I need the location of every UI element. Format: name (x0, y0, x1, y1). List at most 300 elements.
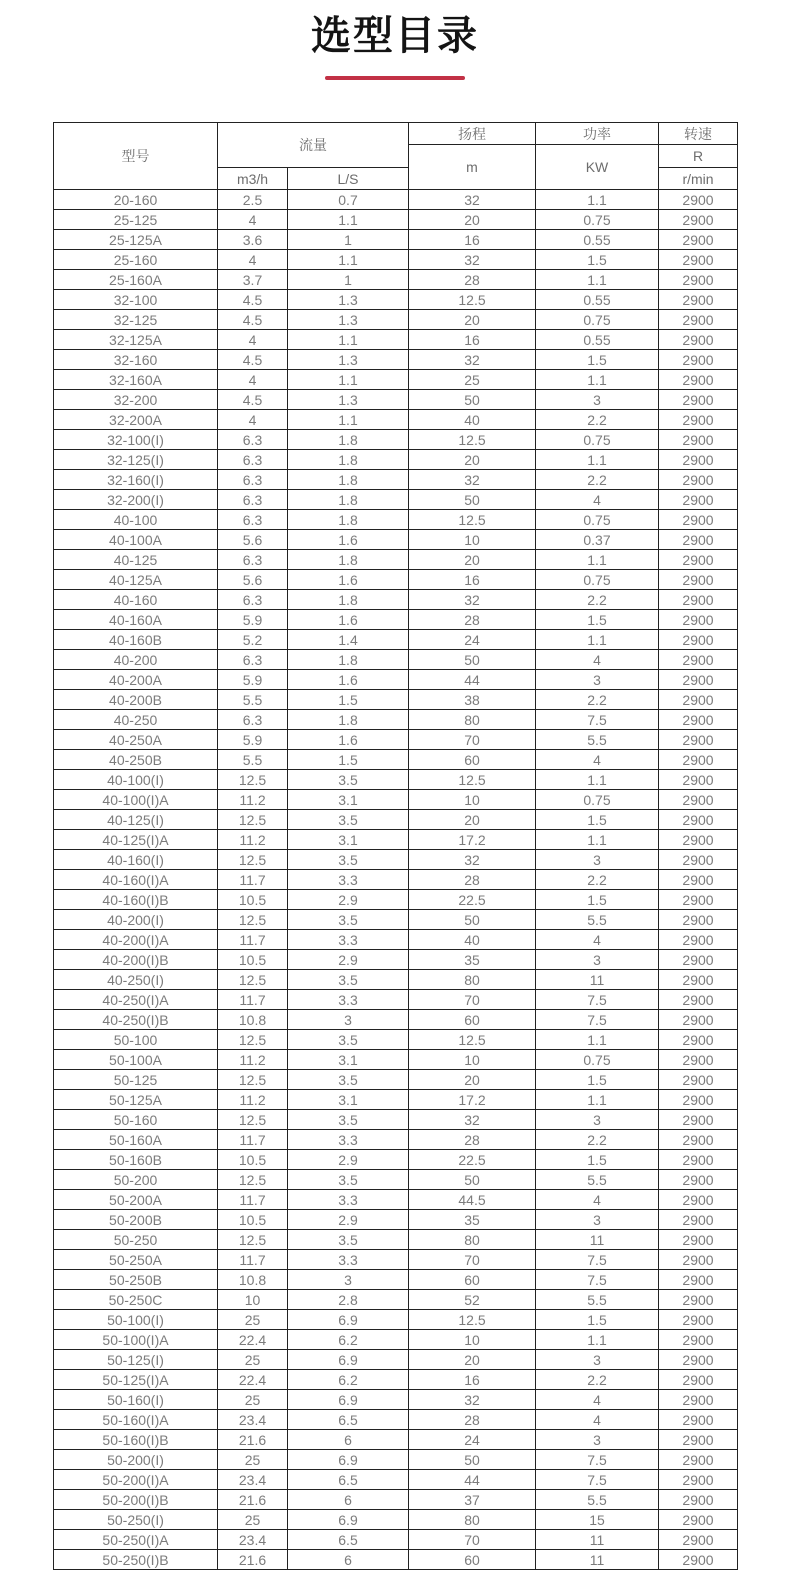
cell-flow-m3h: 5.5 (218, 690, 288, 710)
cell-flow-ls: 0.7 (288, 190, 409, 210)
cell-head-m: 50 (409, 490, 536, 510)
cell-power-kw: 1.5 (536, 1070, 659, 1090)
cell-flow-m3h: 4 (218, 250, 288, 270)
cell-head-m: 25 (409, 370, 536, 390)
cell-power-kw: 11 (536, 1230, 659, 1250)
cell-flow-m3h: 23.4 (218, 1530, 288, 1550)
cell-model: 40-160(I)A (54, 870, 218, 890)
cell-flow-ls: 3.5 (288, 1030, 409, 1050)
cell-power-kw: 1.1 (536, 630, 659, 650)
cell-power-kw: 0.37 (536, 530, 659, 550)
cell-head-m: 24 (409, 630, 536, 650)
table-row (54, 1370, 738, 1390)
cell-flow-m3h: 12.5 (218, 1070, 288, 1090)
cell-model: 50-125 (54, 1070, 218, 1090)
cell-model: 40-125(I)A (54, 830, 218, 850)
cell-power-kw: 7.5 (536, 710, 659, 730)
cell-flow-ls: 6.9 (288, 1350, 409, 1370)
cell-flow-ls: 6.9 (288, 1390, 409, 1410)
table-row (54, 950, 738, 970)
cell-flow-ls: 1.8 (288, 590, 409, 610)
cell-power-kw: 1.1 (536, 1090, 659, 1110)
cell-head-m: 70 (409, 990, 536, 1010)
cell-flow-m3h: 5.2 (218, 630, 288, 650)
header-power-unit: KW (536, 145, 659, 190)
header-flow: 流量 (218, 123, 409, 168)
cell-model: 40-100 (54, 510, 218, 530)
table-row (54, 270, 738, 290)
cell-flow-ls: 1.8 (288, 650, 409, 670)
cell-speed-rmin: 2900 (659, 1050, 738, 1070)
cell-model: 40-100(I)A (54, 790, 218, 810)
cell-speed-rmin: 2900 (659, 410, 738, 430)
cell-flow-ls: 1.6 (288, 730, 409, 750)
header-flow-unit-m3h: m3/h (218, 168, 288, 190)
cell-flow-ls: 3.5 (288, 970, 409, 990)
table-row (54, 1270, 738, 1290)
cell-head-m: 60 (409, 1010, 536, 1030)
cell-power-kw: 3 (536, 1430, 659, 1450)
cell-speed-rmin: 2900 (659, 510, 738, 530)
table-row (54, 790, 738, 810)
cell-flow-m3h: 21.6 (218, 1490, 288, 1510)
table-row (54, 830, 738, 850)
cell-head-m: 70 (409, 730, 536, 750)
cell-power-kw: 4 (536, 750, 659, 770)
cell-flow-ls: 3.1 (288, 1050, 409, 1070)
cell-power-kw: 3 (536, 1350, 659, 1370)
cell-power-kw: 2.2 (536, 870, 659, 890)
cell-flow-ls: 1.8 (288, 430, 409, 450)
table-row (54, 230, 738, 250)
cell-head-m: 12.5 (409, 510, 536, 530)
table-row (54, 810, 738, 830)
cell-flow-m3h: 2.5 (218, 190, 288, 210)
cell-model: 50-200(I) (54, 1450, 218, 1470)
cell-speed-rmin: 2900 (659, 430, 738, 450)
cell-speed-rmin: 2900 (659, 1030, 738, 1050)
cell-head-m: 32 (409, 250, 536, 270)
table-row (54, 1450, 738, 1470)
cell-head-m: 16 (409, 1370, 536, 1390)
cell-speed-rmin: 2900 (659, 1230, 738, 1250)
cell-head-m: 20 (409, 810, 536, 830)
cell-model: 40-250A (54, 730, 218, 750)
cell-power-kw: 1.5 (536, 1310, 659, 1330)
cell-speed-rmin: 2900 (659, 1170, 738, 1190)
table-row (54, 1190, 738, 1210)
cell-flow-ls: 2.9 (288, 890, 409, 910)
cell-speed-rmin: 2900 (659, 850, 738, 870)
table-row (54, 410, 738, 430)
table-row (54, 630, 738, 650)
table-row (54, 1390, 738, 1410)
cell-flow-ls: 1 (288, 230, 409, 250)
table-row (54, 730, 738, 750)
cell-head-m: 32 (409, 1110, 536, 1130)
cell-model: 50-200(I)B (54, 1490, 218, 1510)
cell-model: 40-200A (54, 670, 218, 690)
cell-power-kw: 7.5 (536, 1270, 659, 1290)
cell-model: 25-160A (54, 270, 218, 290)
cell-model: 40-250(I) (54, 970, 218, 990)
cell-flow-m3h: 5.5 (218, 750, 288, 770)
cell-model: 32-100 (54, 290, 218, 310)
cell-power-kw: 1.1 (536, 450, 659, 470)
cell-flow-m3h: 5.9 (218, 610, 288, 630)
cell-power-kw: 7.5 (536, 990, 659, 1010)
cell-power-kw: 5.5 (536, 1290, 659, 1310)
cell-power-kw: 1.5 (536, 250, 659, 270)
table-row (54, 430, 738, 450)
cell-speed-rmin: 2900 (659, 470, 738, 490)
table-row (54, 1530, 738, 1550)
cell-model: 50-250B (54, 1270, 218, 1290)
cell-flow-m3h: 12.5 (218, 1170, 288, 1190)
cell-speed-rmin: 2900 (659, 1250, 738, 1270)
cell-flow-m3h: 21.6 (218, 1550, 288, 1570)
cell-speed-rmin: 2900 (659, 1450, 738, 1470)
cell-speed-rmin: 2900 (659, 970, 738, 990)
table-row (54, 610, 738, 630)
cell-head-m: 60 (409, 750, 536, 770)
cell-power-kw: 1.1 (536, 1330, 659, 1350)
cell-flow-m3h: 25 (218, 1310, 288, 1330)
cell-power-kw: 4 (536, 1390, 659, 1410)
cell-flow-ls: 3.3 (288, 990, 409, 1010)
cell-head-m: 20 (409, 450, 536, 470)
cell-speed-rmin: 2900 (659, 1370, 738, 1390)
cell-flow-m3h: 5.6 (218, 570, 288, 590)
cell-flow-m3h: 10.5 (218, 1210, 288, 1230)
cell-speed-rmin: 2900 (659, 530, 738, 550)
cell-model: 50-200(I)A (54, 1470, 218, 1490)
cell-flow-ls: 3.5 (288, 770, 409, 790)
cell-power-kw: 2.2 (536, 690, 659, 710)
cell-head-m: 50 (409, 1450, 536, 1470)
cell-head-m: 50 (409, 910, 536, 930)
cell-flow-m3h: 12.5 (218, 970, 288, 990)
cell-flow-m3h: 25 (218, 1390, 288, 1410)
cell-flow-ls: 3.1 (288, 790, 409, 810)
cell-head-m: 10 (409, 1330, 536, 1350)
cell-head-m: 80 (409, 1510, 536, 1530)
cell-model: 32-125 (54, 310, 218, 330)
cell-power-kw: 15 (536, 1510, 659, 1530)
cell-flow-m3h: 5.9 (218, 670, 288, 690)
table-row (54, 850, 738, 870)
table-row (54, 1150, 738, 1170)
cell-model: 40-200B (54, 690, 218, 710)
cell-speed-rmin: 2900 (659, 1330, 738, 1350)
cell-flow-ls: 3.5 (288, 1230, 409, 1250)
cell-power-kw: 4 (536, 490, 659, 510)
table-row (54, 1130, 738, 1150)
cell-head-m: 28 (409, 1130, 536, 1150)
cell-flow-m3h: 6.3 (218, 510, 288, 530)
cell-speed-rmin: 2900 (659, 1550, 738, 1570)
cell-model: 50-250A (54, 1250, 218, 1270)
cell-model: 40-250(I)B (54, 1010, 218, 1030)
cell-model: 40-250B (54, 750, 218, 770)
table-row (54, 1470, 738, 1490)
cell-power-kw: 1.1 (536, 830, 659, 850)
cell-speed-rmin: 2900 (659, 830, 738, 850)
table-row (54, 290, 738, 310)
table-row (54, 1210, 738, 1230)
cell-speed-rmin: 2900 (659, 670, 738, 690)
cell-speed-rmin: 2900 (659, 1150, 738, 1170)
cell-speed-rmin: 2900 (659, 810, 738, 830)
cell-flow-ls: 1.5 (288, 690, 409, 710)
cell-power-kw: 5.5 (536, 730, 659, 750)
header-speed-unit-r: R (659, 145, 738, 168)
cell-head-m: 32 (409, 850, 536, 870)
cell-head-m: 38 (409, 690, 536, 710)
cell-power-kw: 3 (536, 1110, 659, 1130)
table-row (54, 1070, 738, 1090)
cell-head-m: 16 (409, 570, 536, 590)
cell-head-m: 20 (409, 550, 536, 570)
cell-model: 40-160 (54, 590, 218, 610)
cell-power-kw: 5.5 (536, 910, 659, 930)
cell-head-m: 44 (409, 670, 536, 690)
table-row (54, 1510, 738, 1530)
table-row (54, 450, 738, 470)
cell-speed-rmin: 2900 (659, 230, 738, 250)
cell-speed-rmin: 2900 (659, 1130, 738, 1150)
cell-head-m: 12.5 (409, 1030, 536, 1050)
cell-flow-ls: 6 (288, 1550, 409, 1570)
cell-speed-rmin: 2900 (659, 770, 738, 790)
cell-flow-ls: 3.1 (288, 1090, 409, 1110)
cell-speed-rmin: 2900 (659, 1070, 738, 1090)
cell-model: 50-125A (54, 1090, 218, 1110)
cell-flow-ls: 6.5 (288, 1530, 409, 1550)
table-row (54, 590, 738, 610)
cell-speed-rmin: 2900 (659, 570, 738, 590)
cell-model: 50-250(I)B (54, 1550, 218, 1570)
cell-head-m: 10 (409, 530, 536, 550)
cell-head-m: 28 (409, 270, 536, 290)
table-row (54, 1490, 738, 1510)
cell-model: 50-250(I) (54, 1510, 218, 1530)
cell-head-m: 20 (409, 1350, 536, 1370)
cell-head-m: 80 (409, 970, 536, 990)
cell-flow-m3h: 12.5 (218, 770, 288, 790)
cell-speed-rmin: 2900 (659, 450, 738, 470)
cell-power-kw: 3 (536, 850, 659, 870)
cell-flow-m3h: 6.3 (218, 710, 288, 730)
cell-model: 40-100A (54, 530, 218, 550)
cell-power-kw: 2.2 (536, 590, 659, 610)
cell-speed-rmin: 2900 (659, 990, 738, 1010)
cell-model: 40-250 (54, 710, 218, 730)
cell-power-kw: 1.5 (536, 610, 659, 630)
cell-flow-m3h: 10 (218, 1290, 288, 1310)
cell-flow-ls: 2.9 (288, 950, 409, 970)
table-row (54, 1410, 738, 1430)
cell-flow-ls: 6.9 (288, 1510, 409, 1530)
cell-flow-m3h: 6.3 (218, 450, 288, 470)
cell-flow-m3h: 22.4 (218, 1370, 288, 1390)
header-head-unit: m (409, 145, 536, 190)
cell-flow-ls: 1.6 (288, 570, 409, 590)
cell-power-kw: 0.55 (536, 290, 659, 310)
cell-power-kw: 2.2 (536, 470, 659, 490)
cell-power-kw: 11 (536, 1550, 659, 1570)
cell-power-kw: 0.75 (536, 430, 659, 450)
cell-speed-rmin: 2900 (659, 710, 738, 730)
table-row (54, 890, 738, 910)
table-row (54, 1030, 738, 1050)
table-row (54, 1550, 738, 1570)
cell-speed-rmin: 2900 (659, 1430, 738, 1450)
cell-flow-m3h: 6.3 (218, 470, 288, 490)
cell-head-m: 35 (409, 950, 536, 970)
cell-flow-m3h: 4.5 (218, 310, 288, 330)
cell-flow-m3h: 11.7 (218, 1250, 288, 1270)
cell-speed-rmin: 2900 (659, 250, 738, 270)
cell-flow-ls: 1.3 (288, 310, 409, 330)
cell-head-m: 40 (409, 930, 536, 950)
cell-speed-rmin: 2900 (659, 270, 738, 290)
cell-model: 50-100(I) (54, 1310, 218, 1330)
cell-speed-rmin: 2900 (659, 1190, 738, 1210)
cell-flow-m3h: 12.5 (218, 1110, 288, 1130)
header-flow-unit-ls: L/S (288, 168, 409, 190)
cell-flow-ls: 3.5 (288, 810, 409, 830)
cell-model: 50-250(I)A (54, 1530, 218, 1550)
cell-flow-m3h: 10.5 (218, 1150, 288, 1170)
cell-head-m: 32 (409, 190, 536, 210)
cell-flow-ls: 3 (288, 1010, 409, 1030)
cell-speed-rmin: 2900 (659, 750, 738, 770)
cell-power-kw: 7.5 (536, 1010, 659, 1030)
cell-flow-ls: 3.5 (288, 850, 409, 870)
table-row (54, 1090, 738, 1110)
table-row (54, 670, 738, 690)
cell-head-m: 10 (409, 790, 536, 810)
cell-flow-m3h: 6.3 (218, 490, 288, 510)
cell-flow-m3h: 4.5 (218, 390, 288, 410)
cell-head-m: 12.5 (409, 430, 536, 450)
cell-head-m: 37 (409, 1490, 536, 1510)
cell-speed-rmin: 2900 (659, 1510, 738, 1530)
cell-head-m: 22.5 (409, 1150, 536, 1170)
table-row (54, 930, 738, 950)
cell-head-m: 32 (409, 470, 536, 490)
cell-power-kw: 5.5 (536, 1490, 659, 1510)
cell-speed-rmin: 2900 (659, 590, 738, 610)
cell-head-m: 60 (409, 1270, 536, 1290)
cell-model: 32-125(I) (54, 450, 218, 470)
cell-speed-rmin: 2900 (659, 690, 738, 710)
cell-flow-ls: 1.1 (288, 330, 409, 350)
table-row (54, 490, 738, 510)
cell-flow-m3h: 12.5 (218, 1230, 288, 1250)
cell-power-kw: 1.1 (536, 370, 659, 390)
cell-flow-m3h: 4 (218, 210, 288, 230)
cell-power-kw: 1.5 (536, 350, 659, 370)
cell-speed-rmin: 2900 (659, 610, 738, 630)
cell-flow-m3h: 11.7 (218, 1190, 288, 1210)
cell-head-m: 28 (409, 610, 536, 630)
cell-head-m: 70 (409, 1530, 536, 1550)
cell-flow-m3h: 12.5 (218, 1030, 288, 1050)
cell-model: 50-100 (54, 1030, 218, 1050)
cell-head-m: 22.5 (409, 890, 536, 910)
cell-speed-rmin: 2900 (659, 730, 738, 750)
cell-model: 32-200A (54, 410, 218, 430)
cell-power-kw: 1.1 (536, 550, 659, 570)
cell-model: 40-160(I) (54, 850, 218, 870)
cell-head-m: 17.2 (409, 1090, 536, 1110)
cell-head-m: 20 (409, 1070, 536, 1090)
cell-flow-ls: 1.6 (288, 610, 409, 630)
cell-power-kw: 3 (536, 1210, 659, 1230)
cell-flow-ls: 3 (288, 1270, 409, 1290)
cell-flow-m3h: 4.5 (218, 350, 288, 370)
cell-model: 25-160 (54, 250, 218, 270)
cell-head-m: 16 (409, 230, 536, 250)
cell-power-kw: 1.1 (536, 190, 659, 210)
cell-flow-ls: 3.3 (288, 1130, 409, 1150)
cell-model: 50-160(I) (54, 1390, 218, 1410)
cell-flow-ls: 1 (288, 270, 409, 290)
cell-power-kw: 5.5 (536, 1170, 659, 1190)
cell-model: 20-160 (54, 190, 218, 210)
header-speed-unit-rmin: r/min (659, 168, 738, 190)
cell-speed-rmin: 2900 (659, 1310, 738, 1330)
cell-power-kw: 4 (536, 1190, 659, 1210)
cell-flow-m3h: 6.3 (218, 430, 288, 450)
table-row (54, 570, 738, 590)
cell-speed-rmin: 2900 (659, 1110, 738, 1130)
cell-head-m: 17.2 (409, 830, 536, 850)
cell-model: 32-160A (54, 370, 218, 390)
table-row (54, 310, 738, 330)
table-row (54, 1290, 738, 1310)
cell-speed-rmin: 2900 (659, 930, 738, 950)
page-title: 选型目录 (311, 14, 479, 58)
cell-power-kw: 1.5 (536, 810, 659, 830)
cell-power-kw: 1.1 (536, 270, 659, 290)
cell-flow-ls: 1.8 (288, 490, 409, 510)
cell-speed-rmin: 2900 (659, 190, 738, 210)
cell-head-m: 12.5 (409, 290, 536, 310)
cell-flow-m3h: 23.4 (218, 1470, 288, 1490)
header-model: 型号 (54, 123, 218, 190)
cell-flow-ls: 1.1 (288, 250, 409, 270)
cell-power-kw: 2.2 (536, 1130, 659, 1150)
cell-speed-rmin: 2900 (659, 330, 738, 350)
cell-flow-m3h: 11.7 (218, 1130, 288, 1150)
table-row (54, 690, 738, 710)
cell-power-kw: 7.5 (536, 1450, 659, 1470)
cell-flow-m3h: 11.2 (218, 1090, 288, 1110)
cell-head-m: 32 (409, 1390, 536, 1410)
cell-speed-rmin: 2900 (659, 1350, 738, 1370)
cell-power-kw: 7.5 (536, 1250, 659, 1270)
table-row (54, 190, 738, 210)
cell-speed-rmin: 2900 (659, 790, 738, 810)
cell-model: 40-250(I)A (54, 990, 218, 1010)
cell-flow-m3h: 3.7 (218, 270, 288, 290)
cell-flow-ls: 1.8 (288, 470, 409, 490)
cell-flow-ls: 6 (288, 1490, 409, 1510)
cell-flow-m3h: 11.7 (218, 930, 288, 950)
